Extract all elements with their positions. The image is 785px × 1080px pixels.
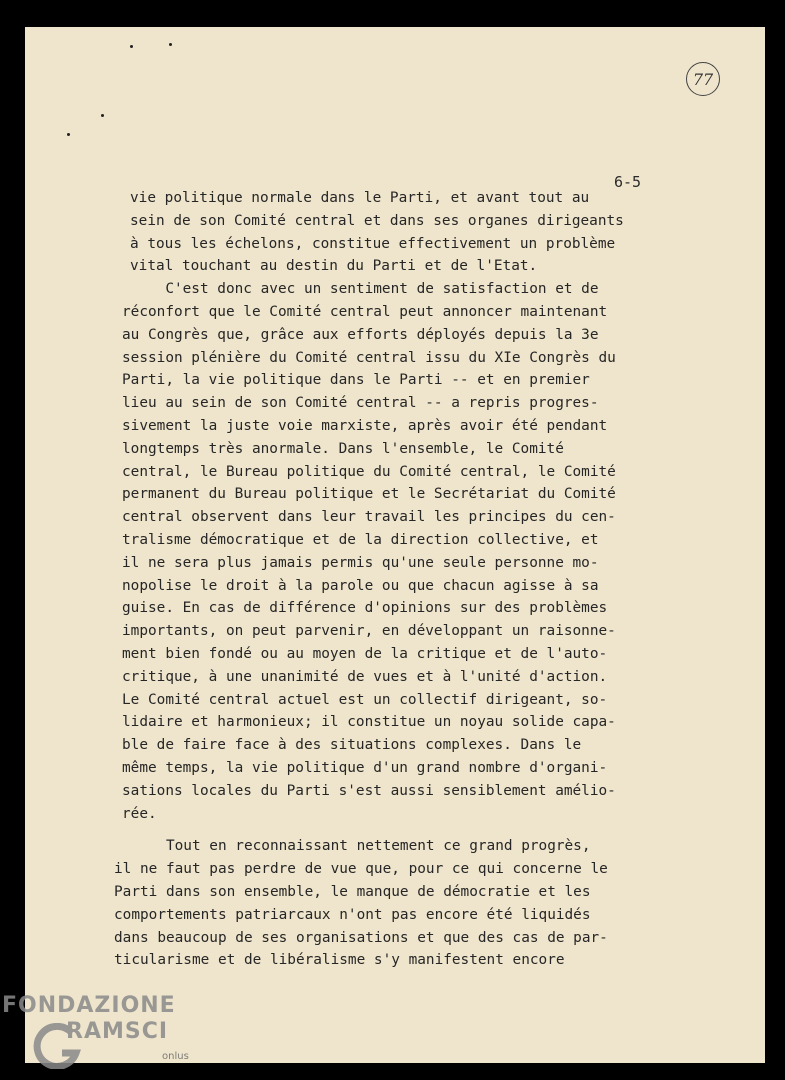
text-line: ble de faire face à des situations complexes. Dans le xyxy=(122,737,582,754)
text-line: importants, on peut parvenir, en développant un raisonne- xyxy=(122,623,616,640)
text-line: C'est donc avec un sentiment de satisfaction et de xyxy=(122,281,599,298)
speck-mark xyxy=(130,45,133,48)
speck-mark xyxy=(169,43,172,46)
text-line: session plénière du Comité central issu du XIe Congrès du xyxy=(122,349,616,366)
text-line: tralisme démocratique et de la direction collective, et xyxy=(122,531,599,548)
paragraph xyxy=(114,835,682,972)
text-line: permanent du Bureau politique et le Secrétariat du Comité xyxy=(122,486,616,503)
page-number: 6-5 xyxy=(614,173,642,191)
speck-mark xyxy=(67,133,70,136)
fondazione-gramsci-watermark xyxy=(2,993,189,1062)
text-line: lieu au sein de son Comité central -- a repris progres- xyxy=(122,395,599,412)
watermark-subtitle: onlus xyxy=(162,1051,189,1062)
text-line: sein de son Comité central et dans ses organes dirigeants xyxy=(130,212,624,229)
text-line: nopolise le droit à la parole ou que chacun agisse à sa xyxy=(122,577,599,594)
document-body xyxy=(114,187,682,972)
watermark-line-1: FONDAZIONE xyxy=(2,993,176,1018)
text-line: Parti dans son ensemble, le manque de démocratie et les xyxy=(114,883,591,900)
text-line: au Congrès que, grâce aux efforts déployés depuis la 3e xyxy=(122,326,599,343)
text-line: guise. En cas de différence d'opinions sur des problèmes xyxy=(122,600,608,617)
text-line: Tout en reconnaissant nettement ce grand progrès, xyxy=(114,838,591,855)
text-line: ment bien fondé ou au moyen de la critique et de l'auto- xyxy=(122,645,608,662)
text-line: dans beaucoup de ses organisations et que des cas de par- xyxy=(114,929,608,946)
text-line: rée. xyxy=(122,805,157,822)
text-line: lidaire et harmonieux; il constitue un noyau solide capa- xyxy=(122,714,616,731)
text-line: ticularisme et de libéralisme s'y manifestent encore xyxy=(114,952,565,969)
text-line: vital touchant au destin du Parti et de l'Etat. xyxy=(130,258,538,275)
text-line: il ne faut pas perdre de vue que, pour ce qui concerne le xyxy=(114,861,608,878)
text-line: central observent dans leur travail les principes du cen- xyxy=(122,509,616,526)
circled-page-number: 77 xyxy=(686,62,720,96)
text-line: vie politique normale dans le Parti, et avant tout au xyxy=(130,190,590,206)
text-line: il ne sera plus jamais permis qu'une seule personne mo- xyxy=(122,554,599,571)
text-line: comportements patriarcaux n'ont pas encore été liquidés xyxy=(114,906,591,923)
speck-mark xyxy=(101,114,104,117)
text-line: longtemps très anormale. Dans l'ensemble, le Comité xyxy=(122,440,564,457)
text-line: sations locales du Parti s'est aussi sensiblement amélio- xyxy=(122,782,616,799)
text-line: Parti, la vie politique dans le Parti -- et en premier xyxy=(122,372,590,389)
text-line: sivement la juste voie marxiste, après avoir été pendant xyxy=(122,417,608,434)
text-line: Le Comité central actuel est un collectif dirigeant, so- xyxy=(122,691,608,708)
text-line: réconfort que le Comité central peut annoncer maintenant xyxy=(122,303,608,320)
watermark-line-2: RAMSCI xyxy=(66,1019,169,1044)
paragraph xyxy=(122,278,682,825)
text-line: à tous les échelons, constitue effectivement un problème xyxy=(130,235,616,252)
text-line: même temps, la vie politique d'un grand nombre d'organi- xyxy=(122,759,608,776)
text-line: critique, à une unanimité de vues et à l'unité d'action. xyxy=(122,668,608,685)
text-line: central, le Bureau politique du Comité central, le Comité xyxy=(122,463,616,480)
paragraph xyxy=(130,187,682,278)
